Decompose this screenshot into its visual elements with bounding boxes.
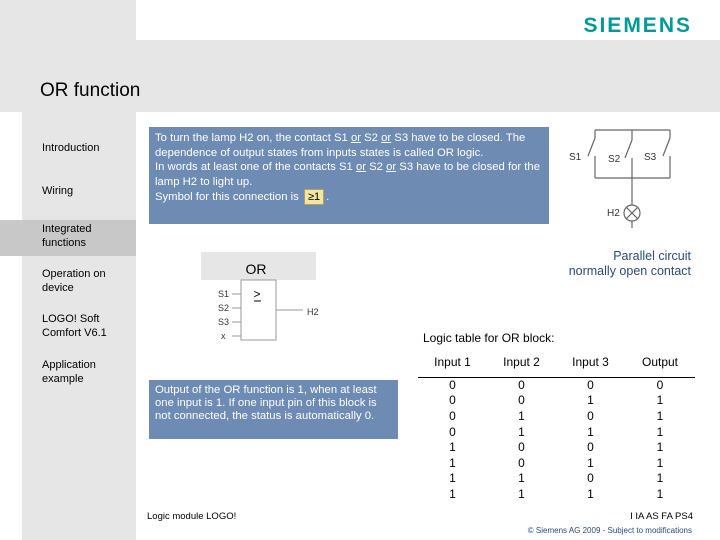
label-s2: S2: [608, 154, 621, 165]
input-label-s2: S2: [218, 303, 230, 313]
input-label-s1: S1: [218, 289, 230, 299]
table-cell: 0: [656, 378, 664, 393]
text-fragment: S3 have to be closed. The dependence of output states from inputs states is called OR logic.: [155, 132, 526, 159]
footer-right: I IA AS FA PS4: [630, 511, 693, 522]
text-fragment: To turn the lamp H2 on, the contact S1: [155, 132, 351, 144]
table-cell: 0: [449, 408, 456, 423]
left-strip: [0, 0, 22, 112]
table-cell: 0: [518, 455, 525, 470]
logic-table-caption: Logic table for OR block:: [423, 331, 555, 345]
table-cell: 0: [518, 378, 525, 393]
circuit-caption-line-2: normally open contact: [568, 264, 691, 278]
or-symbol-badge: ≥1: [304, 189, 324, 205]
table-cell: 1: [587, 455, 594, 470]
table-row: [418, 377, 695, 393]
header-corner: [22, 0, 136, 40]
description-paragraph-2: [155, 160, 543, 189]
text-fragment: S3 have to be closed for the lamp H2 to light up.: [155, 161, 540, 188]
table-cell: 1: [587, 424, 594, 439]
circuit-caption-line-1: Parallel circuit: [613, 249, 691, 263]
s1-contact: [588, 138, 595, 156]
table-row: [418, 439, 695, 455]
table-row: [418, 471, 695, 487]
header-output: Output: [625, 347, 695, 377]
s2-contact: [625, 140, 632, 158]
table-row: [418, 424, 695, 440]
page-title: OR function: [40, 80, 141, 101]
input-label-x: x: [221, 331, 226, 341]
table-row: [418, 408, 695, 424]
nav-item-operation-on-device[interactable]: Operation on device: [42, 268, 106, 294]
table-cell: 1: [518, 408, 525, 423]
table-cell: 1: [449, 440, 456, 455]
table-cell: 1: [656, 408, 664, 423]
table-cell: 1: [656, 455, 664, 470]
table-cell: 0: [449, 393, 456, 408]
or-word: or: [355, 161, 366, 173]
siemens-logo: SIEMENS: [583, 14, 692, 37]
or-block-diagram: [195, 250, 345, 350]
sidebar-nav: [0, 112, 136, 540]
footer-copyright: © Siemens AG 2009 - Subject to modifications: [527, 526, 692, 535]
table-cell: 0: [587, 378, 594, 393]
table-cell: 1: [449, 455, 456, 470]
label-s3: S3: [644, 152, 657, 163]
table-cell: 1: [587, 486, 594, 501]
description-paragraph-1: [155, 131, 543, 160]
text-fragment: S2: [366, 161, 387, 173]
description-box: [149, 127, 549, 224]
parallel-circuit-diagram: [555, 120, 720, 230]
text-fragment: S2: [360, 132, 382, 144]
table-cell: 0: [449, 378, 456, 393]
label-s1: S1: [569, 152, 582, 163]
table-cell: 0: [518, 393, 525, 408]
table-row: [418, 393, 695, 409]
input-label-s3: S3: [218, 317, 230, 327]
or-word: or: [381, 132, 392, 144]
table-cell: 0: [449, 424, 456, 439]
output-label-h2: H2: [307, 307, 319, 317]
or-block-title: OR: [245, 261, 267, 277]
logic-table: [418, 347, 695, 502]
table-cell: 0: [587, 408, 594, 423]
table-cell: 1: [518, 471, 525, 486]
table-cell: 1: [449, 471, 456, 486]
label-h2: H2: [607, 208, 620, 219]
or-word: or: [350, 132, 361, 144]
circuit-caption: [500, 249, 691, 279]
table-cell: 1: [656, 440, 664, 455]
nav-item-introduction[interactable]: Introduction: [42, 142, 100, 154]
output-note-box: Output of the OR function is 1, when at least one input is 1. If one input pin of this block is not connected, the status is automatically 0.: [149, 380, 398, 439]
table-cell: 1: [518, 486, 525, 501]
or-word: or: [386, 161, 397, 173]
table-row: [418, 486, 695, 502]
or-block-symbol: >: [253, 287, 261, 301]
table-cell: 0: [518, 440, 525, 455]
table-cell: 0: [587, 440, 594, 455]
table-cell: 1: [656, 486, 664, 501]
description-paragraph-3: [155, 189, 543, 205]
table-cell: 1: [449, 486, 456, 501]
table-cell: 1: [656, 424, 664, 439]
table-cell: 1: [656, 471, 664, 486]
table-cell: 1: [656, 393, 664, 408]
footer-left: Logic module LOGO!: [147, 511, 237, 522]
nav-item-integrated-functions[interactable]: Integrated functions: [42, 223, 92, 249]
header-input-2: Input 2: [487, 347, 556, 377]
text-fragment: .: [326, 191, 330, 203]
header-input-1: Input 1: [418, 347, 487, 377]
logic-table-header-row: [418, 347, 695, 377]
table-cell: 1: [587, 393, 594, 408]
text-fragment: In words at least one of the contacts S1: [155, 161, 356, 173]
text-fragment: Symbol for this connection is: [155, 191, 302, 203]
nav-item-logo-soft-comfort[interactable]: LOGO! Soft Comfort V6.1: [42, 313, 107, 339]
table-row: [418, 455, 695, 471]
header-input-3: Input 3: [556, 347, 625, 377]
nav-item-wiring[interactable]: Wiring: [42, 185, 74, 197]
table-cell: 1: [518, 424, 525, 439]
nav-item-application-example[interactable]: Application example: [42, 359, 96, 385]
s3-contact: [663, 138, 670, 156]
table-cell: 0: [587, 471, 594, 486]
